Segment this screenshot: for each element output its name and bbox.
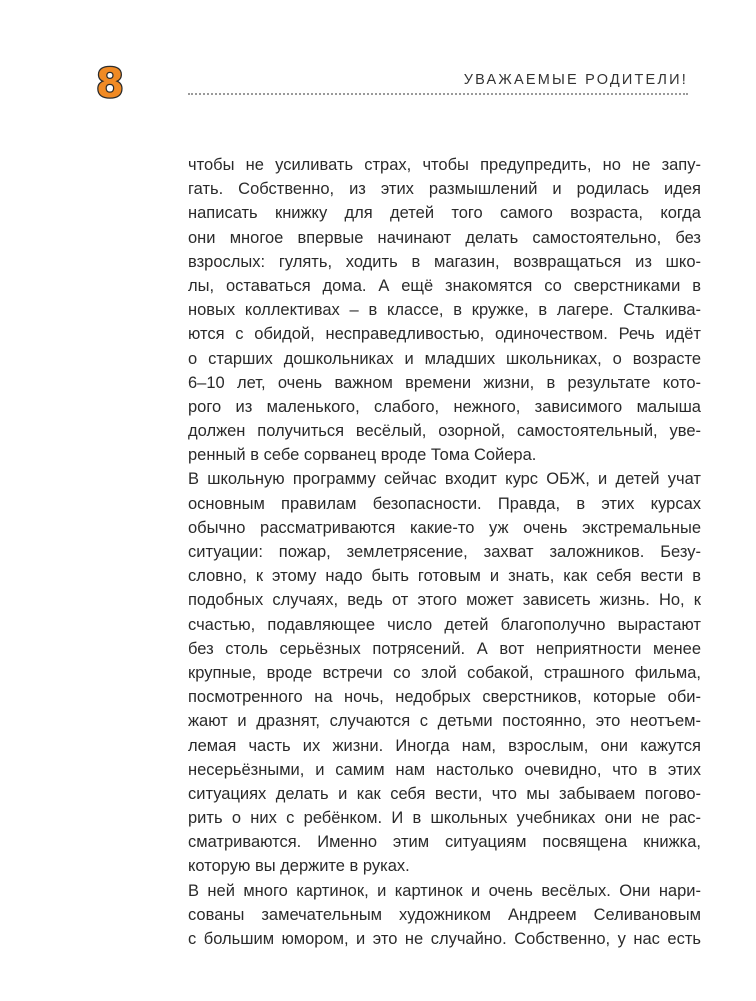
text-line: чтобы не усиливать страх, чтобы предупредить, но не запу- [188,156,701,174]
header-divider [188,93,688,95]
text-line: рить о них с ребёнком. И в школьных учебниках они не рас- [188,809,701,828]
paragraph [188,153,701,467]
text-line: 6–10 лет, очень важном времени жизни, в результате кото- [188,373,701,392]
text-line: написать книжку для детей того самого возраста, когда [188,204,701,223]
text-line: новых коллективах – в классе, в кружке, в лагере. Сталкива- [188,301,701,320]
text-line: о старших дошкольниках и младших школьниках, о возрасте [188,349,701,368]
page-number: 8 [96,61,124,107]
text-line: с большим юмором, и это не случайно. Собственно, у нас есть [188,930,701,948]
running-header-title: УВАЖАЕМЫЕ РОДИТЕЛИ! [463,72,688,88]
text-line: крупные, вроде встречи со злой собакой, страшного фильма, [188,663,701,682]
text-line: которую вы держите в руках. [188,857,410,876]
text-line: взрослых: гулять, ходить в магазин, возвращаться из шко- [188,252,701,271]
text-line: ситуации: пожар, землетрясение, захват заложников. Безу- [188,543,701,561]
text-line: словно, к этому надо быть готовым и знать, как себя вести в [188,567,701,586]
text-line: посмотренного на ночь, недобрых сверстников, которые оби- [188,688,701,707]
text-line: жают и дразнят, случаются с детьми постоянно, это неотъем- [188,712,701,731]
text-line: лы, оставаться дома. А ещё знакомятся со сверстниками в [188,276,701,295]
text-line: лемая часть их жизни. Иногда нам, взрослым, они кажутся [188,736,701,755]
text-line: обычно рассматриваются какие-то уж очень экстремальные [188,518,701,537]
body-text [188,153,701,951]
text-line: рого из маленького, слабого, нежного, зависимого малыша [188,397,701,416]
text-line: основным правилам безопасности. Правда, в этих курсах [188,494,701,513]
text-line: гать. Собственно, из этих размышлений и родилась идея [188,180,701,199]
text-line: несерьёзными, и самим нам настолько очевидно, что в этих [188,760,701,779]
text-line: сованы замечательным художником Андреем Селивановым [188,905,701,924]
text-line: В ней много картинок, и картинок и очень весёлых. Они нари- [188,881,701,900]
text-line: ренный в себе сорванец вроде Тома Сойера. [188,446,537,465]
text-line: В школьную программу сейчас входит курс ОБЖ, и детей учат [188,470,701,489]
text-line: сматриваются. Именно этим ситуациям посвящена книжка, [188,833,701,852]
text-line: они многое впервые начинают делать самостоятельно, без [188,228,701,247]
text-line: подобных случаях, ведь от этого может зависеть жизнь. Но, к [188,591,701,610]
text-line: ситуациях делать и как себя вести, что мы забываем погово- [188,784,701,803]
paragraph [188,467,701,878]
paragraph [188,879,701,952]
text-line: ются с обидой, несправедливостью, одиночеством. Речь идёт [188,325,701,344]
text-line: счастью, подавляющее число детей благополучно вырастают [188,615,701,634]
text-line: без столь серьёзных потрясений. А вот неприятности менее [188,639,701,658]
text-line: должен получиться весёлый, озорной, самостоятельный, уве- [188,422,701,441]
